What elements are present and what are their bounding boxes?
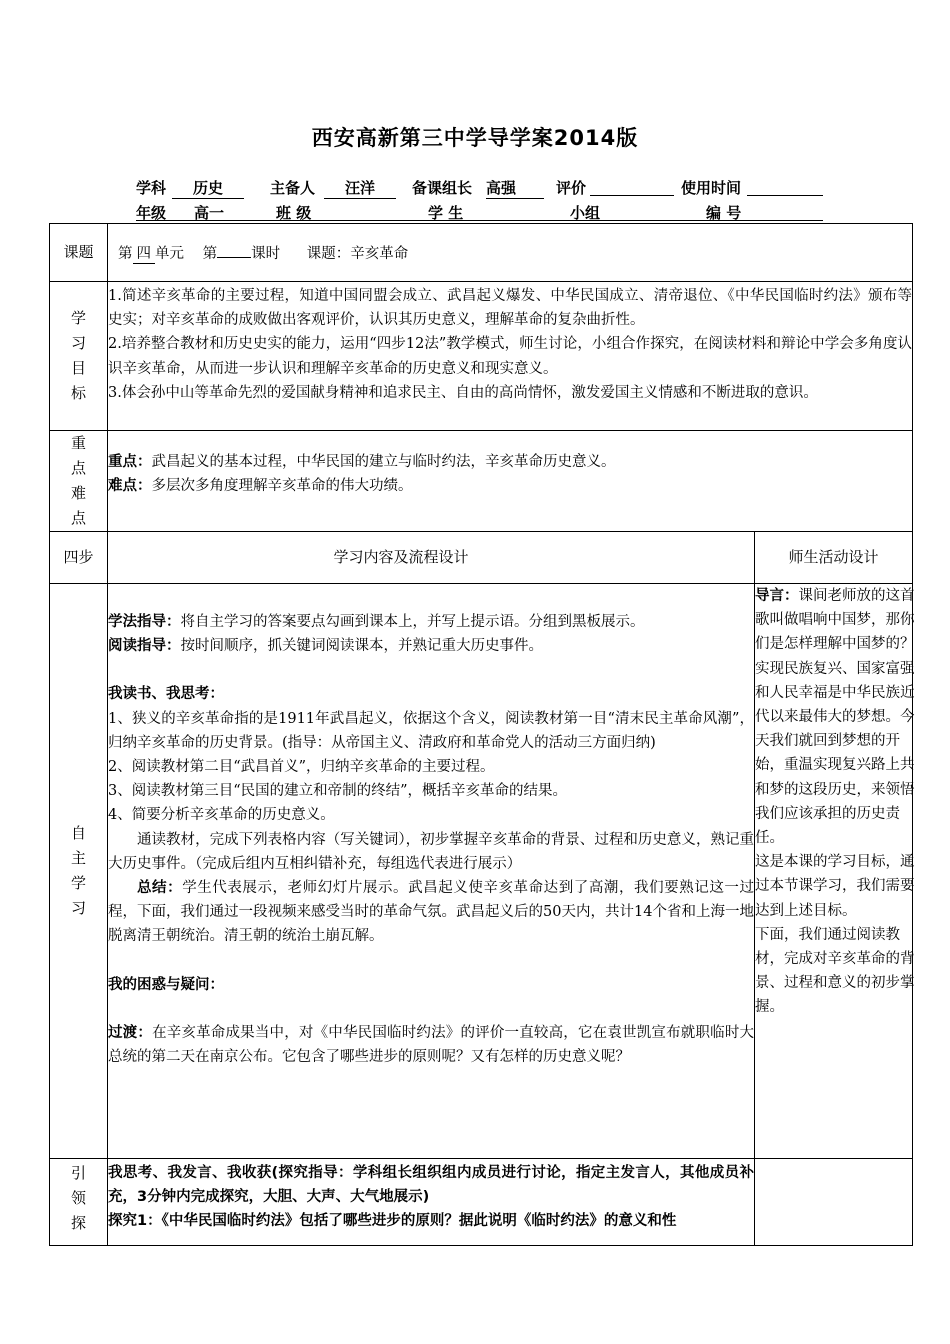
key-label: 重 点 难 点 bbox=[50, 431, 108, 532]
goals-content bbox=[108, 282, 913, 431]
guide-content bbox=[108, 1159, 755, 1246]
lesson-table bbox=[49, 223, 913, 1246]
self-study-side: 导言：课间老师放的这首歌叫做唱响中国梦，那你们是怎样理解中国梦的？实现民族复兴、国家富强和人民幸福是中华民族近代以来最伟大的梦想。今天我们就回到梦想的开始，重温实现复兴路上共和梦的这段历史，来领悟我们应该承担的历史责任。 这是本课的学习目标，通过本节课学习，我们需要达到上述目标。 下面，我们通过阅读教材，完成对辛亥革命的背景、过程和意义的初步掌握。 bbox=[755, 584, 913, 1159]
key-row bbox=[50, 431, 913, 532]
steps-col-2: 学习内容及流程设计 bbox=[108, 532, 755, 584]
goal-item: 3.体会孙中山等革命先烈的爱国献身精神和追求民主、自由的高尚情怀，激发爱国主义情感和不断进取的意识。 bbox=[108, 384, 818, 401]
self-study-label: 自 主 学 习 bbox=[50, 584, 108, 1159]
steps-col-1: 四步 bbox=[50, 532, 108, 584]
leader-value: 高强 bbox=[486, 177, 544, 199]
eval-blank bbox=[590, 177, 674, 196]
page-title: 西安高新第三中学导学案2014版 bbox=[311, 126, 639, 150]
key-content: 重点：武昌起义的基本过程，中华民国的建立与临时约法，辛亥革命历史意义。 难点：多层次多角度理解辛亥革命的伟大功绩。 bbox=[108, 431, 913, 532]
author-value: 汪洋 bbox=[324, 177, 396, 199]
steps-col-3: 师生活动设计 bbox=[755, 532, 913, 584]
goals-row bbox=[50, 282, 913, 431]
leader-label: 备课组长 bbox=[412, 179, 473, 197]
goal-item: 1.简述辛亥革命的主要过程，知道中国同盟会成立、武昌起义爆发、中华民国成立、清帝退位、《中华民国临时约法》颁布等史实；对辛亥革命的成败做出客观评价，认识其历史意义，理解革命的复杂曲折性。 bbox=[108, 288, 912, 329]
think-item: 2、阅读教材第二目“武昌首义”，归纳辛亥革命的主要过程。 bbox=[108, 759, 495, 776]
guide-side bbox=[755, 1159, 913, 1246]
guide-intro: 我思考、我发言、我收获(探究指导：学科组长组织组内成员进行讨论，指定主发言人，其他成员补充，3分钟内完成探究，大胆、大声、大气地展示) bbox=[108, 1165, 754, 1205]
side-next-text: 下面，我们通过阅读教材，完成对辛亥革命的背景、过程和意义的初步掌握。 bbox=[755, 926, 915, 1016]
think-title: 我读书、我思考： bbox=[108, 686, 224, 703]
unit-value: 四 bbox=[133, 242, 156, 264]
eval-label: 评价 bbox=[556, 179, 587, 197]
think-item: 4、简要分析辛亥革命的历史意义。 bbox=[108, 807, 335, 824]
goal-item: 2.培养整合教材和历史史实的能力，运用“四步12法”教学模式，师生讨论，小组合作探究，在阅读材料和辩论中学会多角度认识辛亥革命，从而进一步认识和理解辛亥革命的历史意义和现实意义。 bbox=[108, 336, 912, 377]
number-label: 编 号 bbox=[706, 204, 742, 222]
student-label: 学 生 bbox=[428, 204, 464, 222]
self-study-content: 学法指导：将自主学习的答案要点勾画到课本上，并写上提示语。分组到黑板展示。 阅读指导：按时间顺序，抓关键词阅读课本，并熟记重大历史事件。 我读书、我思考： 1、狭义的辛亥革命指的是1911年武昌起义，依据这个含义，阅读教材第一目“清末民主革命风潮”，归纳辛亥革命的历史背景。(指导：从帝国主义、清政府和革命党人的活动三方面归纳) 2、阅读教材第二目“武昌首义”，归纳辛亥革命的主要过程。 3、阅读教材第三目“民国的建立和帝制的终结”，概括辛亥革命的结果。 4、简要分析辛亥革命的历史意义。 通读教材，完成下列表格内容（写关键词），初步掌握辛亥革命的背景、过程和历史意义，熟记重大历史事件。（完成后组内互相纠错补充，每组选代表进行展示） 总结：学生代表展示，老师幻灯片展示。武昌起义使辛亥革命达到了高潮，我们要熟记这一过程，下面，我们通过一段视频来感受当时的革命气氛。武昌起义后的50天内，共计14个省和上海一地脱离清王朝统治。清王朝的统治土崩瓦解。 我的困惑与疑问： 过渡：在辛亥革命成果当中，对《中华民国临时约法》的评价一直较高，它在袁世凯宣布就职临时大总统的第二天在南京公布。它包含了哪些进步的原则呢？又有怎样的历史意义呢？ bbox=[108, 584, 755, 1159]
grade-value: 高一 bbox=[194, 204, 225, 222]
subject-label: 学科 bbox=[136, 179, 167, 197]
lesson-blank bbox=[217, 243, 251, 258]
guide-label: 引 领 探 bbox=[50, 1159, 108, 1246]
class-label: 班 级 bbox=[276, 204, 312, 222]
side-goal-text: 这是本课的学习目标，通过本节课学习，我们需要达到上述目标。 bbox=[755, 854, 915, 919]
topic-label: 课题 bbox=[50, 224, 108, 282]
author-label: 主备人 bbox=[270, 179, 316, 197]
grade-label: 年级 bbox=[136, 204, 167, 222]
topic-row bbox=[50, 224, 913, 282]
time-label: 使用时间 bbox=[681, 179, 742, 197]
topic-text: 课题：辛亥革命 bbox=[306, 245, 409, 262]
doubt-title: 我的困惑与疑问： bbox=[108, 976, 224, 993]
think-item: 1、狭义的辛亥革命指的是1911年武昌起义，依据这个含义，阅读教材第一目“清末民主革命风潮”，归纳辛亥革命的历史背景。(指导：从帝国主义、清政府和革命党人的活动三方面归纳) bbox=[108, 710, 754, 751]
topic-cell: 第 四 单元 第 课时 课题：辛亥革命 bbox=[108, 224, 913, 282]
guide-row bbox=[50, 1159, 913, 1246]
steps-header-row bbox=[50, 532, 913, 584]
goals-label: 学 习 目 标 bbox=[50, 282, 108, 431]
meta-row-2-rule bbox=[136, 220, 823, 221]
reading-paragraph: 通读教材，完成下列表格内容（写关键词），初步掌握辛亥革命的背景、过程和历史意义，熟记重大历史事件。（完成后组内互相纠错补充，每组选代表进行展示） bbox=[108, 831, 754, 872]
self-study-row bbox=[50, 584, 913, 1159]
think-item: 3、阅读教材第三目“民国的建立和帝制的终结”，概括辛亥革命的结果。 bbox=[108, 783, 568, 800]
subject-value: 历史 bbox=[172, 177, 244, 199]
group-label: 小组 bbox=[570, 204, 601, 222]
guide-question-1: 探究1：《中华民国临时约法》包括了哪些进步的原则？据此说明《临时约法》的意义和性 bbox=[108, 1213, 677, 1229]
time-blank bbox=[747, 177, 823, 196]
